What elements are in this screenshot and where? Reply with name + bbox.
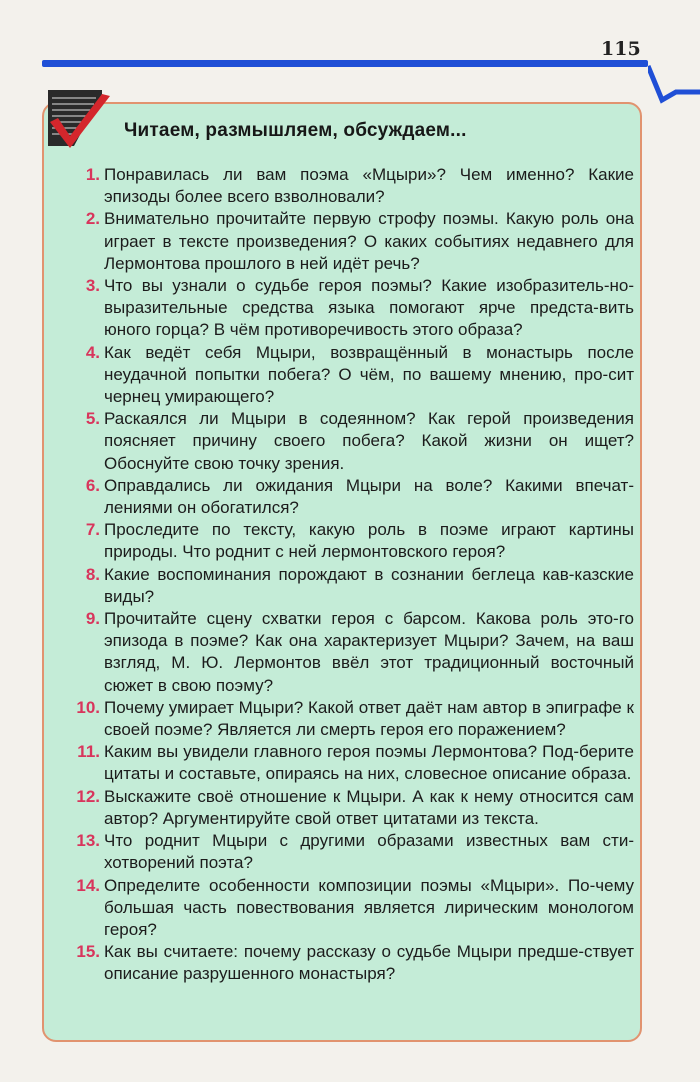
page-number: 115 (601, 38, 641, 60)
question-text: Понравилась ли вам поэма «Мцыри»? Чем именно? Какие эпизоды более всего взволновали? (104, 165, 634, 207)
question-item (74, 519, 634, 563)
question-number: 8. (85, 564, 100, 584)
question-item (74, 408, 634, 475)
question-text: Какие воспоминания порождают в сознании беглеца кав-казские виды? (104, 564, 634, 606)
notebook-check-icon (44, 86, 116, 152)
question-item (74, 608, 634, 697)
question-text: Выскажите своё отношение к Мцыри. А как к нему относится сам автор? Аргументируйте свой ответ цитатами из текста. (104, 786, 634, 828)
question-item (74, 164, 634, 208)
question-item (74, 275, 634, 342)
question-number: 5. (85, 409, 100, 429)
question-item (74, 941, 634, 985)
question-text: Как вы считаете: почему рассказу о судьбе Мцыри предше-ствует описание разрушенного монастыря? (104, 942, 634, 984)
question-number: 7. (85, 520, 100, 540)
question-number: 14. (76, 875, 100, 895)
question-item (74, 830, 634, 874)
question-number: 12. (76, 786, 100, 806)
question-text: Проследите по тексту, какую роль в поэме играют картины природы. Что роднит с ней лермонтовского героя? (104, 520, 634, 562)
question-text: Как ведёт себя Мцыри, возвращённый в монастырь после неудачной попытки побега? О чём, по вашему мнению, про-сит чернец умирающего? (104, 342, 634, 407)
question-item (74, 475, 634, 519)
question-text: Что роднит Мцыри с другими образами известных вам сти-хотворений поэта? (104, 831, 634, 873)
header-rule (42, 60, 648, 67)
question-text: Определите особенности композиции поэмы «Мцыри». По-чему большая часть повествования является лирическим монологом героя? (104, 875, 634, 939)
question-number: 10. (76, 697, 100, 717)
question-text: Раскаялся ли Мцыри в содеянном? Как герой произведения поясняет причину своего побега? Какой жизни он ищет? Обоснуйте свою точку зрения. (104, 409, 634, 473)
question-item (74, 342, 634, 409)
question-item (74, 697, 634, 741)
question-text: Что вы узнали о судьбе героя поэмы? Какие изобразитель-но-выразительные средства языка помогают ярче предста-вить юного горца? В чём противоречивость этого образа? (104, 276, 634, 340)
question-number: 9. (85, 609, 100, 629)
question-item (74, 564, 634, 608)
questions-list (74, 164, 634, 986)
question-text: Каким вы увидели главного героя поэмы Лермонтова? Под-берите цитаты и составьте, опираясь на них, словесное описание образа. (104, 742, 634, 784)
question-number: 3. (85, 276, 100, 296)
question-number: 11. (77, 742, 100, 762)
question-text: Внимательно прочитайте первую строфу поэмы. Какую роль она играет в тексте произведения? О каких событиях недавнего для Лермонтова прошлого в ней идёт речь? (104, 209, 634, 273)
question-item (74, 208, 634, 275)
question-number: 15. (76, 942, 100, 962)
question-item (74, 741, 634, 785)
question-text: Оправдались ли ожидания Мцыри на воле? Какими впечат-лениями он обогатился? (104, 475, 634, 518)
header-checkmark-decoration (648, 62, 700, 112)
question-number: 4. (85, 342, 100, 362)
question-text: Почему умирает Мцыри? Какой ответ даёт нам автор в эпиграфе к своей поэме? Является ли смерть героя его поражением? (104, 697, 634, 740)
question-text: Прочитайте сцену схватки героя с барсом. Какова роль это-го эпизода в поэме? Как она характеризует Мцыри? Зачем, на ваш взгляд, М. Ю. Лермонтов ввёл этот традиционный восточный сюжет в свою поэму? (104, 609, 634, 695)
question-number: 2. (85, 209, 100, 229)
question-item (74, 786, 634, 830)
question-number: 6. (85, 475, 100, 495)
question-number: 13. (76, 831, 100, 851)
question-item (74, 875, 634, 942)
section-title: Читаем, размышляем, обсуждаем... (124, 120, 467, 141)
question-number: 1. (85, 165, 100, 184)
